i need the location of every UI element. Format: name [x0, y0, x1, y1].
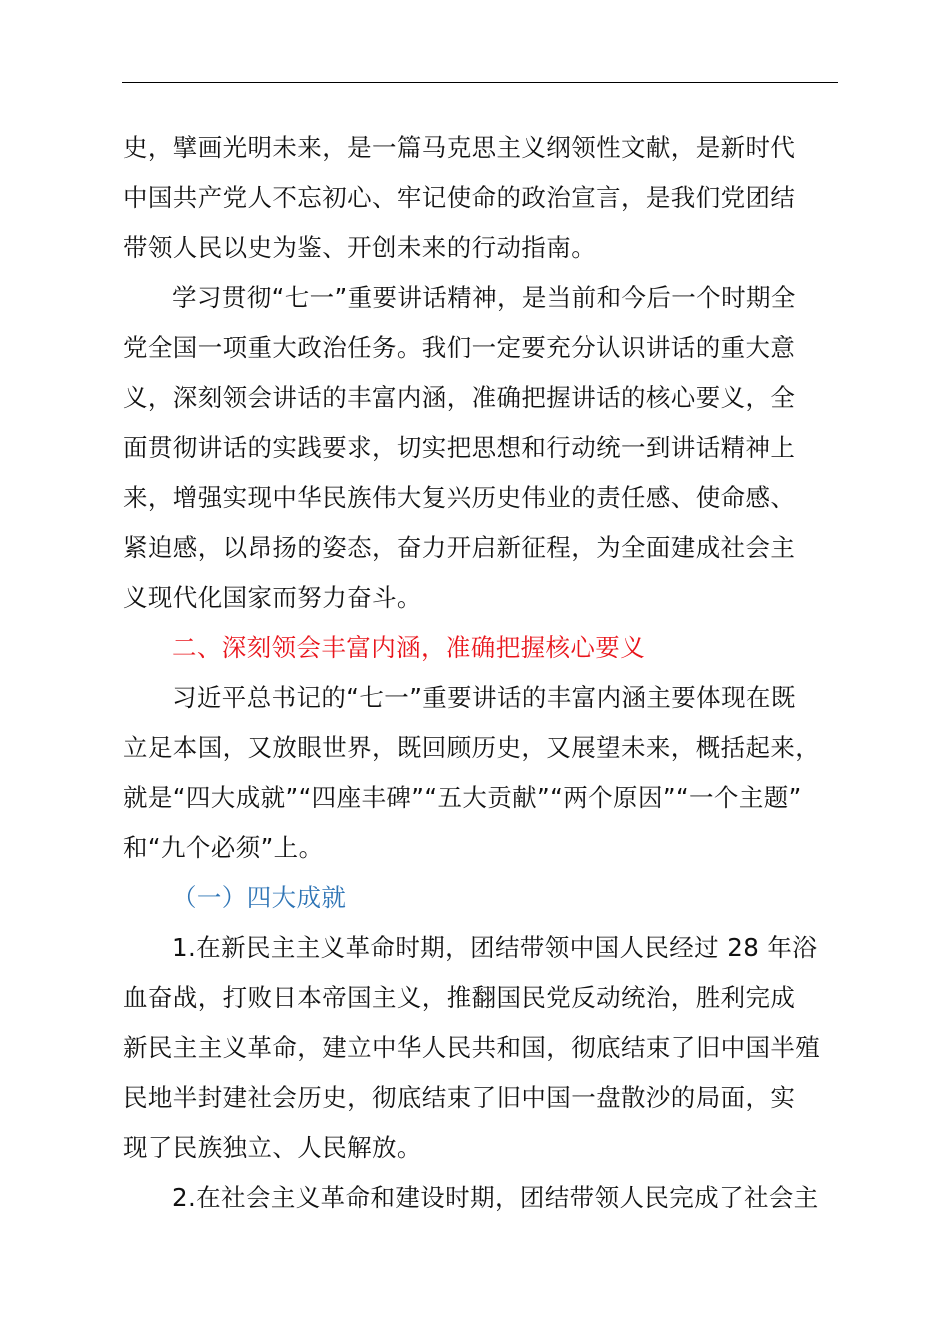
text-line: 就是“四大成就”“四座丰碑”“五大贡献”“两个原因”“一个主题” — [123, 783, 802, 812]
subsection-heading: （一）四大成就 — [172, 883, 347, 912]
text-line: 紧迫感，以昂扬的姿态，奋力开启新征程，为全面建成社会主 — [123, 533, 796, 562]
text-line: 义，深刻领会讲话的丰富内涵，准确把握讲话的核心要义，全 — [123, 383, 796, 412]
text-line: 习近平总书记的“七一”重要讲话的丰富内涵主要体现在既 — [172, 683, 796, 712]
header-rule — [122, 82, 838, 83]
paragraph-3 — [123, 673, 838, 873]
section-heading: 二、深刻领会丰富内涵，准确把握核心要义 — [172, 633, 646, 662]
paragraph-1 — [123, 123, 838, 273]
text-line: 现了民族独立、人民解放。 — [123, 1133, 422, 1162]
paragraph-4 — [123, 923, 838, 1173]
paragraph-2 — [123, 273, 838, 623]
text-line: 新民主主义革命，建立中华人民共和国，彻底结束了旧中国半殖 — [123, 1033, 821, 1062]
text-line: 带领人民以史为鉴、开创未来的行动指南。 — [123, 233, 597, 262]
text-line: 民地半封建社会历史，彻底结束了旧中国一盘散沙的局面，实 — [123, 1083, 796, 1112]
text-line: 1.在新民主主义革命时期，团结带领中国人民经过 28 年浴 — [172, 933, 818, 962]
text-line: 血奋战，打败日本帝国主义，推翻国民党反动统治，胜利完成 — [123, 983, 796, 1012]
text-line: 和“九个必须”上。 — [123, 833, 324, 862]
text-line: 中国共产党人不忘初心、牢记使命的政治宣言，是我们党团结 — [123, 183, 796, 212]
text-line: 面贯彻讲话的实践要求，切实把思想和行动统一到讲话精神上 — [123, 433, 796, 462]
text-line: 史，擘画光明未来，是一篇马克思主义纲领性文献，是新时代 — [123, 133, 796, 162]
text-line: 学习贯彻“七一”重要讲话精神，是当前和今后一个时期全 — [172, 283, 796, 312]
text-line: 立足本国，又放眼世界，既回顾历史，又展望未来，概括起来， — [123, 733, 821, 762]
document-body — [123, 123, 838, 1223]
paragraph-5 — [123, 1173, 838, 1223]
text-line: 来，增强实现中华民族伟大复兴历史伟业的责任感、使命感、 — [123, 483, 796, 512]
text-line: 党全国一项重大政治任务。我们一定要充分认识讲话的重大意 — [123, 333, 796, 362]
text-line: 义现代化国家而努力奋斗。 — [123, 583, 422, 612]
text-line: 2.在社会主义革命和建设时期，团结带领人民完成了社会主 — [172, 1183, 819, 1212]
